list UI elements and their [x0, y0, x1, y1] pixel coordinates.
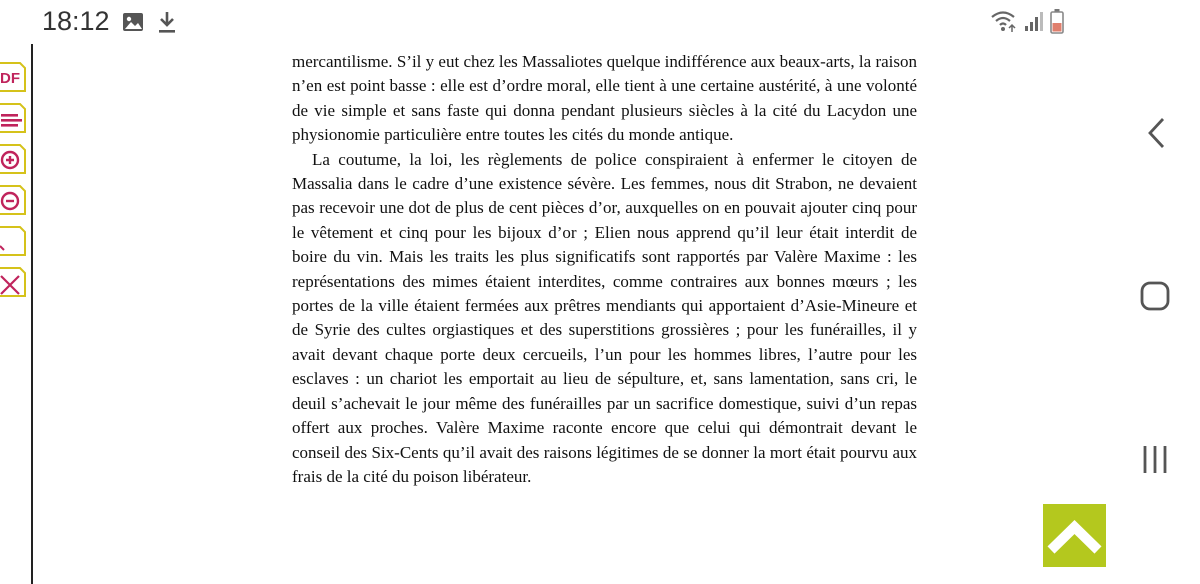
zoom-out-icon	[0, 185, 26, 215]
pdf-icon	[0, 62, 26, 92]
close-document-icon	[0, 267, 26, 297]
status-right-icons	[990, 8, 1064, 34]
document-paragraph: mercantilisme. S’il y eut chez les Massaliotes quelque indifférence aux beaux-arts, la raison n’en est point basse : elle est d’ordre moral, elle tient à une certaine austérité, à une volonté de vie simple et sans faste qui donna pendant plusieurs siècles à la cité du Lacydon une physionomie particulière entre toutes les cités du monde antique.	[292, 52, 917, 145]
home-button[interactable]	[1130, 271, 1180, 321]
home-icon	[1130, 271, 1180, 321]
signal-icon	[1024, 9, 1044, 33]
recent-apps-button[interactable]	[1130, 434, 1180, 484]
pdf-tool-button[interactable]	[0, 62, 26, 92]
status-time: 18:12	[42, 6, 110, 36]
document-paragraph: La coutume, la loi, les règlements de police conspiraient à enfermer le citoyen de Massalia dans le cadre d’une existence sévère. Les femmes, nous dit Strabon, ne devaient pas recevoir une dot de plus de cent pièces d’or, auxquelles on en pouvait ajouter cinq pour le vêtement et cinq pour les bijoux d’or ; Elien nous apprend qu’il leur était interdit de boire du vin. Mais les traits les plus significatifs sont rapportés par Valère Maxime : les représentations des mimes étaient interdites, comme contraires aux bonnes mœurs ; les portes de la ville étaient fermées aux prêtres mendiants qui apportaient d’Asie-Mineure et de Syrie des cultes orgiastiques et des superstitions grossières ; pour les funérailles, il y avait devant chaque porte deux cercueils, l’un pour les hommes libres, l’autre pour les esclaves : un chariot les emportait au lieu de sépulture, et, sans lamentation, sans cri, le deuil s’achevait le jour même des funérailles par un sacrifice domestique, suivi d’un repas offert aux proches. Valère Maxime raconte encore que celui qui démontrait devant le conseil des Six-Cents qu’il avait des raisons légitimes de se donner la mort était pourvu aux frais de la cité du poison libérateur.	[292, 149, 917, 486]
wifi-icon	[990, 9, 1018, 33]
document-next-line-partial	[292, 489, 917, 501]
zoom-out-button[interactable]	[0, 185, 26, 215]
back-button[interactable]	[1130, 108, 1180, 158]
text-lines-icon	[0, 103, 26, 133]
back-icon	[1130, 108, 1180, 158]
status-left-icons	[122, 10, 176, 34]
blank-page-icon	[0, 226, 26, 256]
page-tool-button[interactable]	[0, 226, 26, 256]
download-icon	[158, 10, 176, 34]
recent-apps-icon	[1130, 434, 1180, 484]
close-document-button[interactable]	[0, 267, 26, 297]
document-page[interactable]	[292, 50, 917, 501]
scroll-to-top-button[interactable]	[1043, 504, 1106, 567]
battery-icon	[1050, 8, 1064, 34]
chevron-up-icon	[1043, 504, 1106, 567]
zoom-in-button[interactable]	[0, 144, 26, 174]
status-bar	[0, 0, 1110, 44]
sidebar-divider	[31, 44, 33, 584]
zoom-in-icon	[0, 144, 26, 174]
image-notification-icon	[122, 12, 144, 32]
pdf-label: DF	[0, 70, 20, 87]
text-tool-button[interactable]	[0, 103, 26, 133]
